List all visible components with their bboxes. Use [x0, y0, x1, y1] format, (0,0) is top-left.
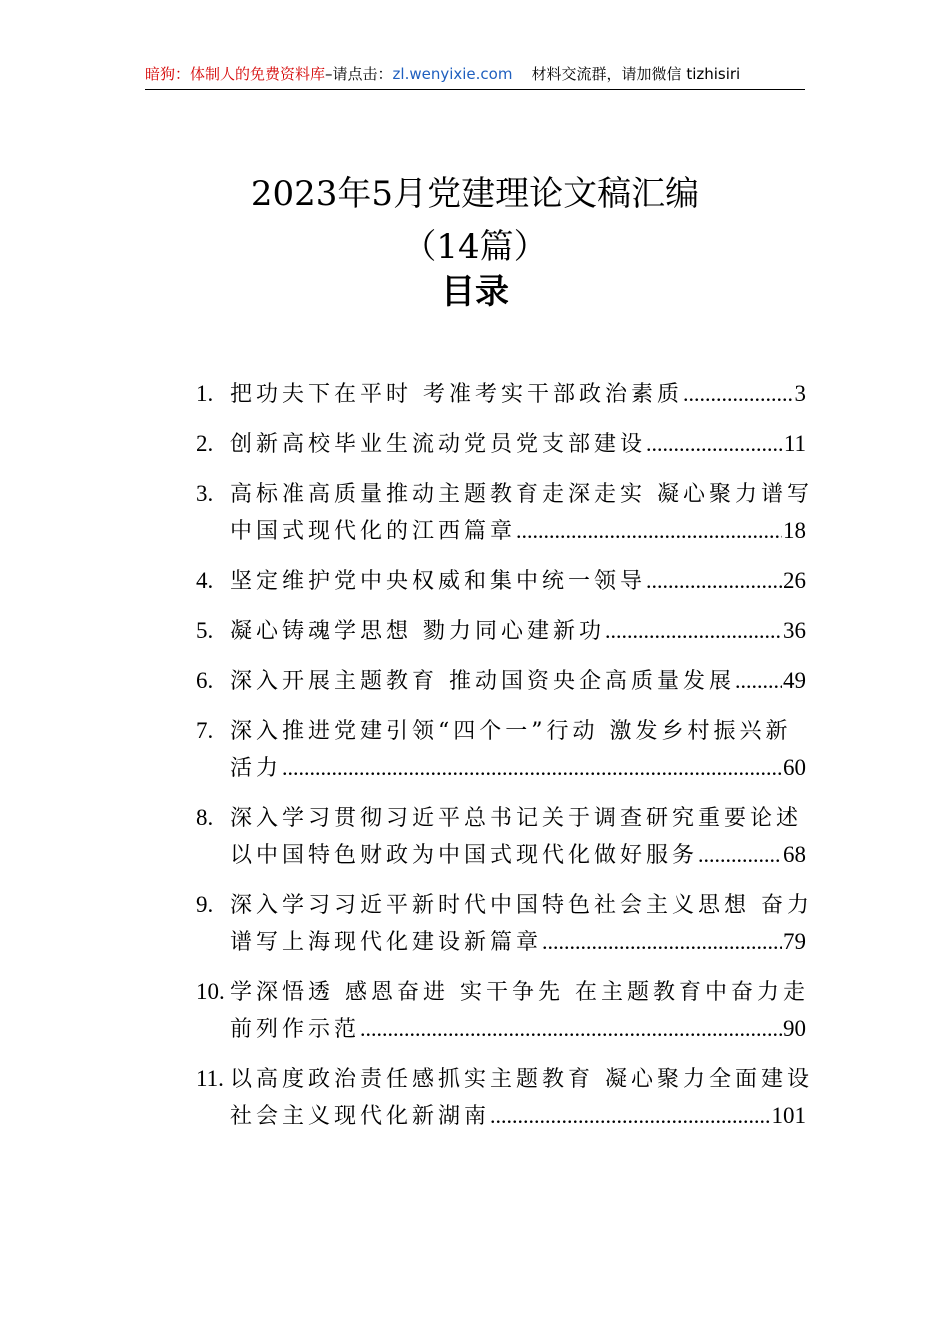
toc-entry-line: [196, 425, 806, 462]
page-header: [145, 64, 805, 90]
toc-entry[interactable]: [196, 425, 806, 462]
toc-entry-number: 3.: [196, 481, 214, 506]
toc-leader-dots: [605, 612, 782, 649]
toc-entry-number: 10.: [196, 979, 225, 1004]
toc-entry-title: 中国式现代化的江西篇章: [230, 519, 517, 544]
toc-entry[interactable]: [196, 662, 806, 699]
header-link[interactable]: zl.wenyixie.com: [392, 65, 513, 83]
toc-entry-page: 49: [783, 668, 806, 693]
toc-entry-page: 26: [783, 568, 806, 593]
toc-entry-title: 以中国特色财政为中国式现代化做好服务: [230, 843, 699, 868]
toc-leader-dots: [490, 1097, 770, 1134]
toc-leader-dots: [683, 375, 794, 412]
table-of-contents: [196, 375, 813, 1147]
toc-entry-title: 坚定维护党中央权威和集中统一领导: [230, 569, 647, 594]
toc-leader-dots: [542, 923, 782, 960]
toc-entry-title: 深入学习习近平新时代中国特色社会主义思想 奋力: [230, 893, 813, 918]
header-prompt: –请点击：: [325, 65, 393, 83]
toc-entry-title: 凝心铸魂学思想 勠力同心建新功: [230, 619, 605, 644]
toc-entry-number: 2.: [196, 431, 214, 456]
toc-leader-dots: [282, 749, 782, 786]
toc-entry-page: 60: [783, 755, 806, 780]
toc-entry-page: 18: [783, 518, 806, 543]
toc-entry-page: 101: [771, 1103, 806, 1128]
toc-entry-line: [196, 836, 806, 873]
toc-entry-line: [196, 712, 806, 749]
toc-entry-title: 活力: [230, 756, 283, 781]
toc-leader-dots: [360, 1010, 782, 1047]
toc-entry-line: [196, 799, 806, 836]
document-title: 2023年5月党建理论文稿汇编: [250, 174, 700, 214]
header-brand: 暗狗：体制人的免费资料库: [145, 65, 326, 83]
toc-entry-title: 高标准高质量推动主题教育走深走实 凝心聚力谱写: [230, 482, 813, 507]
toc-entry-title: 学深悟透 感恩奋进 实干争先 在主题教育中奋力走: [230, 980, 809, 1005]
toc-entry-line: [196, 612, 806, 649]
toc-entry-title: 深入推进党建引领“四个一”行动 激发乡村振兴新: [230, 719, 792, 744]
toc-entry[interactable]: [196, 475, 813, 549]
toc-entry-line: [196, 749, 806, 786]
toc-entry-line: [196, 475, 813, 512]
toc-entry-title: 把功夫下在平时 考准考实干部政治素质: [230, 382, 683, 407]
toc-entry[interactable]: [196, 886, 813, 960]
toc-entry-number: 4.: [196, 568, 214, 593]
toc-entry-title: 以高度政治责任感抓实主题教育 凝心聚力全面建设: [230, 1067, 813, 1092]
toc-entry-title: 深入开展主题教育 推动国资央企高质量发展: [230, 669, 735, 694]
toc-entry[interactable]: [196, 973, 809, 1047]
toc-leader-dots: [646, 425, 783, 462]
toc-entry-line: [196, 1010, 806, 1047]
toc-entry-line: [196, 375, 806, 412]
toc-entry-number: 5.: [196, 618, 214, 643]
toc-entry-line: [196, 1097, 806, 1134]
toc-heading: 目录: [441, 272, 509, 312]
toc-entry-line: [196, 512, 806, 549]
toc-entry-line: [196, 886, 813, 923]
toc-entry-line: [196, 562, 806, 599]
toc-entry-page: 68: [783, 842, 806, 867]
toc-entry-page: 11: [783, 431, 806, 456]
toc-entry-title: 创新高校毕业生流动党员党支部建设: [230, 432, 647, 457]
toc-entry-number: 8.: [196, 805, 214, 830]
toc-entry-line: [196, 973, 809, 1010]
toc-entry-number: 9.: [196, 892, 214, 917]
toc-entry-number: 7.: [196, 718, 214, 743]
toc-entry[interactable]: [196, 612, 806, 649]
toc-entry[interactable]: [196, 799, 806, 873]
toc-entry[interactable]: [196, 712, 806, 786]
toc-entry-page: 79: [783, 929, 806, 954]
toc-entry-title: 谱写上海现代化建设新篇章: [230, 930, 543, 955]
toc-entry-page: 90: [783, 1016, 806, 1041]
toc-entry[interactable]: [196, 375, 806, 412]
document-subtitle: （14篇）: [402, 227, 548, 267]
toc-entry-number: 1.: [196, 381, 214, 406]
toc-leader-dots: [735, 662, 782, 699]
toc-entry[interactable]: [196, 562, 806, 599]
toc-entry-line: [196, 662, 806, 699]
toc-entry[interactable]: [196, 1060, 813, 1134]
toc-entry-title: 深入学习贯彻习近平总书记关于调查研究重要论述: [230, 806, 803, 831]
toc-entry-number: 11.: [196, 1066, 224, 1091]
toc-entry-page: 36: [783, 618, 806, 643]
toc-entry-page: 3: [794, 381, 806, 406]
toc-entry-number: 6.: [196, 668, 214, 693]
toc-leader-dots: [698, 836, 782, 873]
toc-entry-title: 社会主义现代化新湖南: [230, 1104, 491, 1129]
toc-leader-dots: [516, 512, 782, 549]
toc-entry-line: [196, 1060, 813, 1097]
header-wechat: 材料交流群，请加微信 tizhisiri: [531, 65, 741, 83]
toc-entry-title: 前列作示范: [230, 1017, 361, 1042]
toc-leader-dots: [646, 562, 782, 599]
toc-entry-line: [196, 923, 806, 960]
